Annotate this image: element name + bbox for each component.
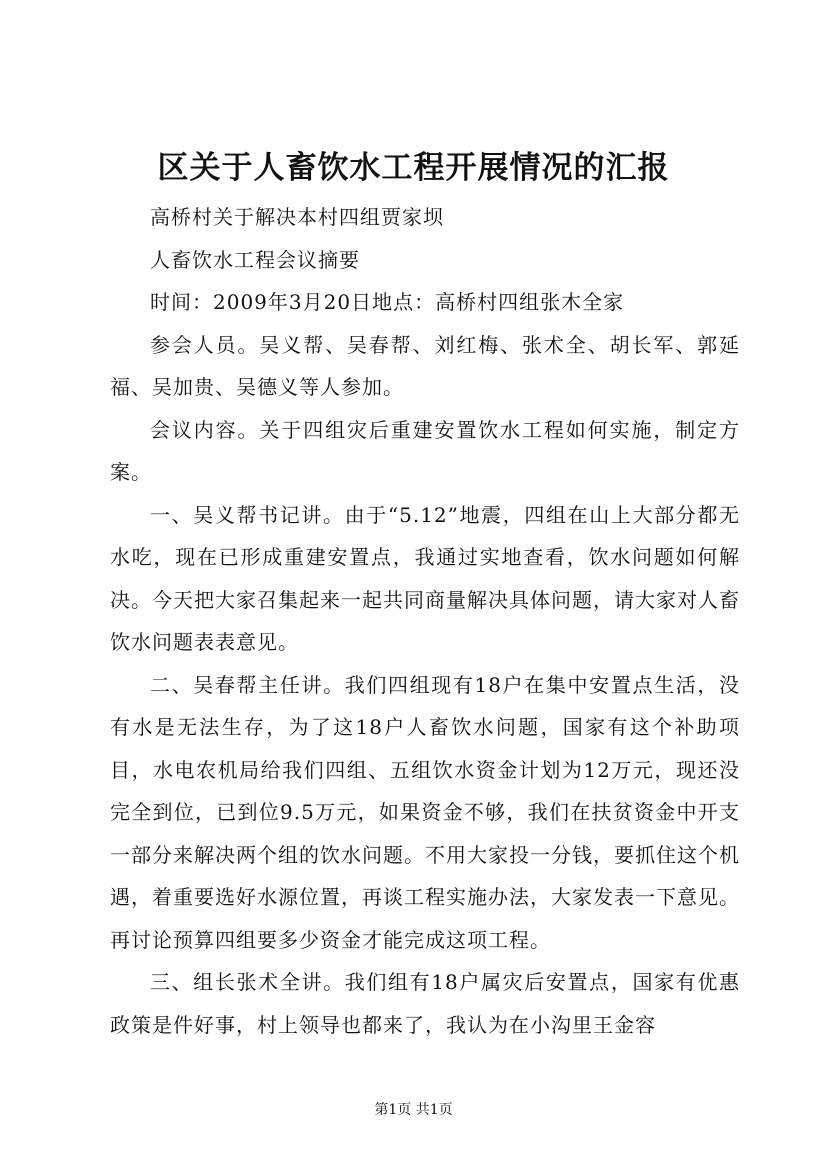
- paragraph-meeting-content: 会议内容。关于四组灾后重建安置饮水工程如何实施，制定方案。: [110, 417, 740, 484]
- document-body: [110, 196, 740, 1046]
- paragraph-village-heading: 高桥村关于解决本村四组贾家坝: [150, 205, 444, 229]
- document-title: 区关于人畜饮水工程开展情况的汇报: [157, 150, 670, 186]
- paragraph-speech-3: 三、组长张术全讲。我们组有18户属灾后安置点，国家有优惠政策是件好事，村上领导也都来了，我认为在小沟里王金容: [110, 970, 740, 1037]
- paragraph-time-location: 时间：2009年3月20日地点：高桥村四组张木全家: [150, 290, 625, 314]
- paragraph-meeting-heading: 人畜饮水工程会议摘要: [150, 247, 360, 272]
- page-number-footer: 第1页 共1页: [374, 1102, 453, 1118]
- paragraph-speech-2: 二、吴春帮主任讲。我们四组现有18户在集中安置点生活，没有水是无法生存，为了这18户人畜饮水问题，国家有这个补助项目，水电农机局给我们四组、五组饮水资金计划为12万元，现还没完全到位，已到位9.5万元，如果资金不够，我们在扶贫资金中开支一部分来解决两个组的饮水问题。不用大家投一分钱，要抓住这个机遇，着重要选好水源位置，再谈工程实施办法，大家发表一下意见。再讨论预算四组要多少资金才能完成这项工程。: [110, 672, 740, 952]
- paragraph-attendees: 参会人员。吴义帮、吴春帮、刘红梅、张术全、胡长军、郭延福、吴加贵、吴德义等人参加。: [110, 332, 740, 399]
- paragraph-speech-1: 一、吴义帮书记讲。由于“5.12”地震，四组在山上大部分都无水吃，现在已形成重建安置点，我通过实地查看，饮水问题如何解决。今天把大家召集起来一起共同商量解决具体问题，请大家对人畜饮水问题表表意见。: [110, 502, 740, 654]
